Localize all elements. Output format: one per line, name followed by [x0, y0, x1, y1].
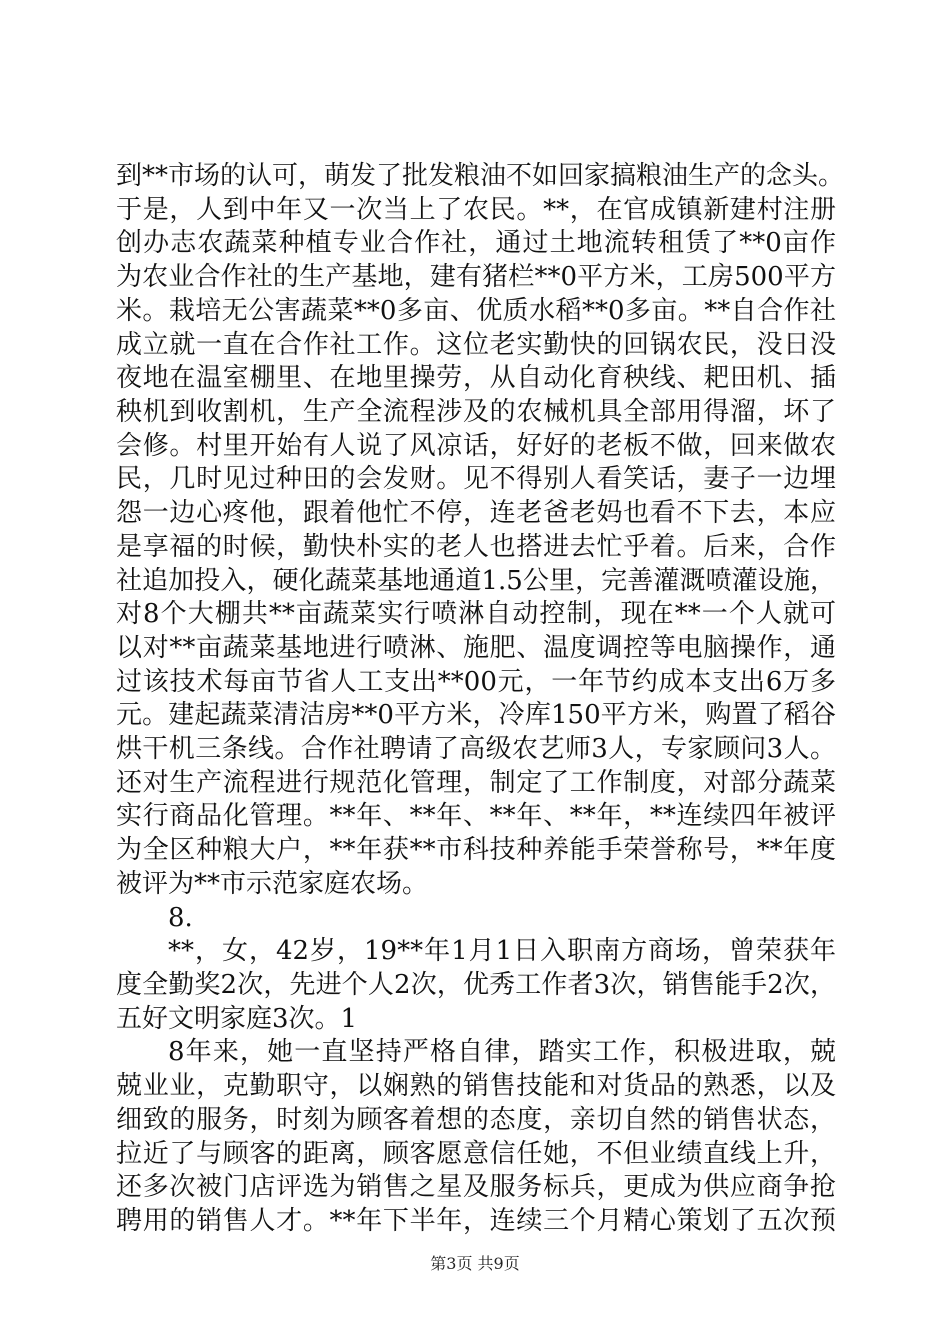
text-line: 创办志农蔬菜种植专业合作社，通过土地流转租赁了**0亩作: [116, 228, 836, 259]
text-line: 对8个大棚共**亩蔬菜实行喷淋自动控制，现在**一个人就可: [116, 599, 836, 630]
text-line: 五好文明家庭3次。1: [116, 1003, 358, 1034]
text-line: 到**市场的认可，萌发了批发粮油不如回家搞粮油生产的念头。: [116, 161, 845, 191]
text-line: 过该技术每亩节省人工支出**00元，一年节约成本支出6万多: [116, 666, 836, 697]
text-line: 被评为**市示范家庭农场。: [116, 868, 429, 899]
text-line: 夜地在温室棚里、在地里操劳，从自动化育秧线、耙田机、插: [116, 363, 836, 394]
text-line: 以对**亩蔬菜基地进行喷淋、施肥、温度调控等电脑操作，通: [116, 632, 836, 663]
text-line: 拉近了与顾客的距离，顾客愿意信任她，不但业绩直线上升，: [116, 1138, 836, 1169]
page-number-label: 第3页 共9页: [430, 1254, 520, 1273]
text-line: 是享福的时候，勤快朴实的老人也搭进去忙乎着。后来，合作: [116, 531, 836, 562]
text-line: 元。建起蔬菜清洁房**0平方米，冷库150平方米，购置了稻谷: [116, 700, 836, 731]
text-line: 为全区种粮大户，**年获**市科技种养能手荣誉称号，**年度: [116, 835, 836, 866]
text-line: 秧机到收割机，生产全流程涉及的农械机具全部用得溜，坏了: [116, 396, 836, 427]
text-line: 细致的服务，时刻为顾客着想的态度，亲切自然的销售状态，: [116, 1104, 836, 1135]
text-line: 兢业业，克勤职守，以娴熟的销售技能和对货品的熟悉，以及: [116, 1071, 836, 1102]
text-line: 会修。村里开始有人说了风凉话，好好的老板不做，回来做农: [116, 430, 836, 461]
text-line: **，女，42岁，19**年1月1日入职南方商场，曾荣获年: [168, 936, 836, 967]
text-line: 实行商品化管理。**年、**年、**年、**年，**连续四年被评: [116, 801, 836, 832]
text-line: 还对生产流程进行规范化管理，制定了工作制度，对部分蔬菜: [116, 767, 836, 798]
text-line: 8年来，她一直坚持严格自律，踏实工作，积极进取，兢: [168, 1037, 836, 1068]
text-line: 民，几时见过种田的会发财。见不得别人看笑话，妻子一边埋: [116, 464, 836, 495]
text-line: 成立就一直在合作社工作。这位老实勤快的回锅农民，没日没: [116, 329, 836, 360]
text-line: 度全勤奖2次，先进个人2次，优秀工作者3次，销售能手2次，: [116, 970, 836, 1001]
text-line: 社追加投入，硬化蔬菜基地通道1.5公里，完善灌溉喷灌设施，: [116, 565, 836, 596]
text-line: 米。栽培无公害蔬菜**0多亩、优质水稻**0多亩。**自合作社: [116, 295, 836, 326]
text-line: 于是，人到中年又一次当上了农民。**，在官成镇新建村注册: [116, 194, 836, 225]
text-line: 还多次被门店评选为销售之星及服务标兵，更成为供应商争抢: [116, 1172, 836, 1203]
text-line: 怨一边心疼他，跟着他忙不停，连老爸老妈也看不下去，本应: [116, 498, 836, 529]
text-line: 为农业合作社的生产基地，建有猪栏**0平方米，工房500平方: [116, 262, 836, 293]
text-line: 烘干机三条线。合作社聘请了高级农艺师3人，专家顾问3人。: [116, 734, 836, 765]
section-number: 8.: [168, 902, 193, 933]
page-footer: [0, 1253, 950, 1275]
text-line: 聘用的销售人才。**年下半年，连续三个月精心策划了五次预: [116, 1206, 836, 1236]
